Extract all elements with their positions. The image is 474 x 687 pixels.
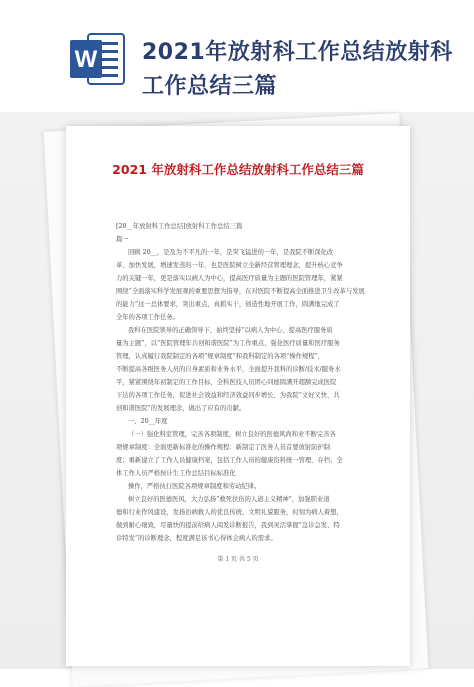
preview-area — [0, 112, 474, 669]
page-title: 2021年放射科工作总结放射科工作总结三篇 — [142, 40, 453, 99]
body-line: 回顾 20__，是及为不平凡的一年，是突飞猛进的一年，是我院不断深化改 — [128, 249, 334, 256]
body-line: （一）强化科室管理，完善各项制度，树立良好的医德风尚和业不断完善各 — [128, 431, 336, 438]
body-line: [20__年放射科工作总结]放射科工作总结三篇 — [116, 223, 243, 230]
body-line: 力的关键一年，更是落实以病人为中心，提高医疗质量为主题的医院管理年，紧紧 — [116, 275, 343, 282]
body-line: 诊特发”的诊断理念，程度满足该书心得体会病人的需求。 — [116, 535, 277, 542]
word-icon-letter: W — [74, 46, 98, 73]
word-icon — [66, 28, 128, 90]
body-line: 不断提高各级医务人员的自身素质和业务水平，全面提升我科的诊断/技术/服务水 — [116, 366, 341, 373]
body-line: 德和行业作风建设，发扬治病救人的优良传统，文明礼貌服务，时刻为病人着想， — [116, 509, 343, 516]
body-line: 平，紧紧围绕年初制定的工作目标，全科医技人员团心同德圆满开超额完成医院 — [116, 379, 337, 386]
body-line: 度；重新建立了工作人员健康档案，包括工作人员的健康资料统一管理、存档；全 — [116, 457, 343, 464]
section-heading: 一、20__年度 — [128, 418, 168, 425]
body-line: 树立良好的医德医风，大力弘扬“救死扶伤的人道主义精神”，加强职业道 — [128, 496, 330, 503]
document-body — [116, 220, 368, 545]
body-line: 操作，严格执行医院各项规章制度和劳动纪律。 — [128, 483, 261, 490]
header — [0, 0, 474, 112]
body-line: 篇一 — [116, 236, 129, 243]
body-line: 创和谐医院”的发展理念，做出了应有的贡献。 — [116, 405, 246, 412]
body-line: 做到耐心细致，尽量快的提前给病人阅发诊断报告，我到灵活掌握“急诊急发、特 — [116, 522, 340, 529]
body-line: 管理，认真履行我院制定的各项“规章制度”和我科制定的各项“操作规程”， — [116, 353, 325, 360]
document-page — [66, 126, 410, 666]
document-title: 2021 年放射科工作总结放射科工作总结三篇 — [112, 162, 364, 177]
page-number: 第 1 页 共 5 页 — [217, 556, 259, 563]
body-line: 项规章制度：全面更新标准化的操作规程：新制定了医务人员首要放射防护制 — [116, 444, 331, 451]
body-line: 的能力”这一总体要求，突出重点，真抓实干，创造性地开展工作，圆满地完成了 — [116, 301, 340, 308]
body-line: 革、加快发展，增速发蒸的一年，也是医院树立全新经营管理理念，提升核心竞争 — [116, 262, 343, 269]
body-line: 下达的各项工作任务，促进社会效益和经济效益同步增长，为我院“文好又快、共 — [116, 392, 340, 399]
body-line: 量为主题”，以“医院管理年共创和谐医院”为工作重点，强化医疗质量和医疗服务 — [116, 340, 340, 347]
body-line: 体工作人员严格按计生工作总结目标标准化 — [116, 470, 236, 477]
body-line: 我科在医院领导的正确领导下，始终坚持“以病人为中心、提高医疗服务质 — [128, 327, 333, 334]
body-line: 围绕“全面落实科学发展观的重要思想为指导，在对医院不断提高全面推进卫生改革与发展 — [116, 288, 365, 295]
body-line: 全年的各项工作任务。 — [116, 314, 179, 321]
